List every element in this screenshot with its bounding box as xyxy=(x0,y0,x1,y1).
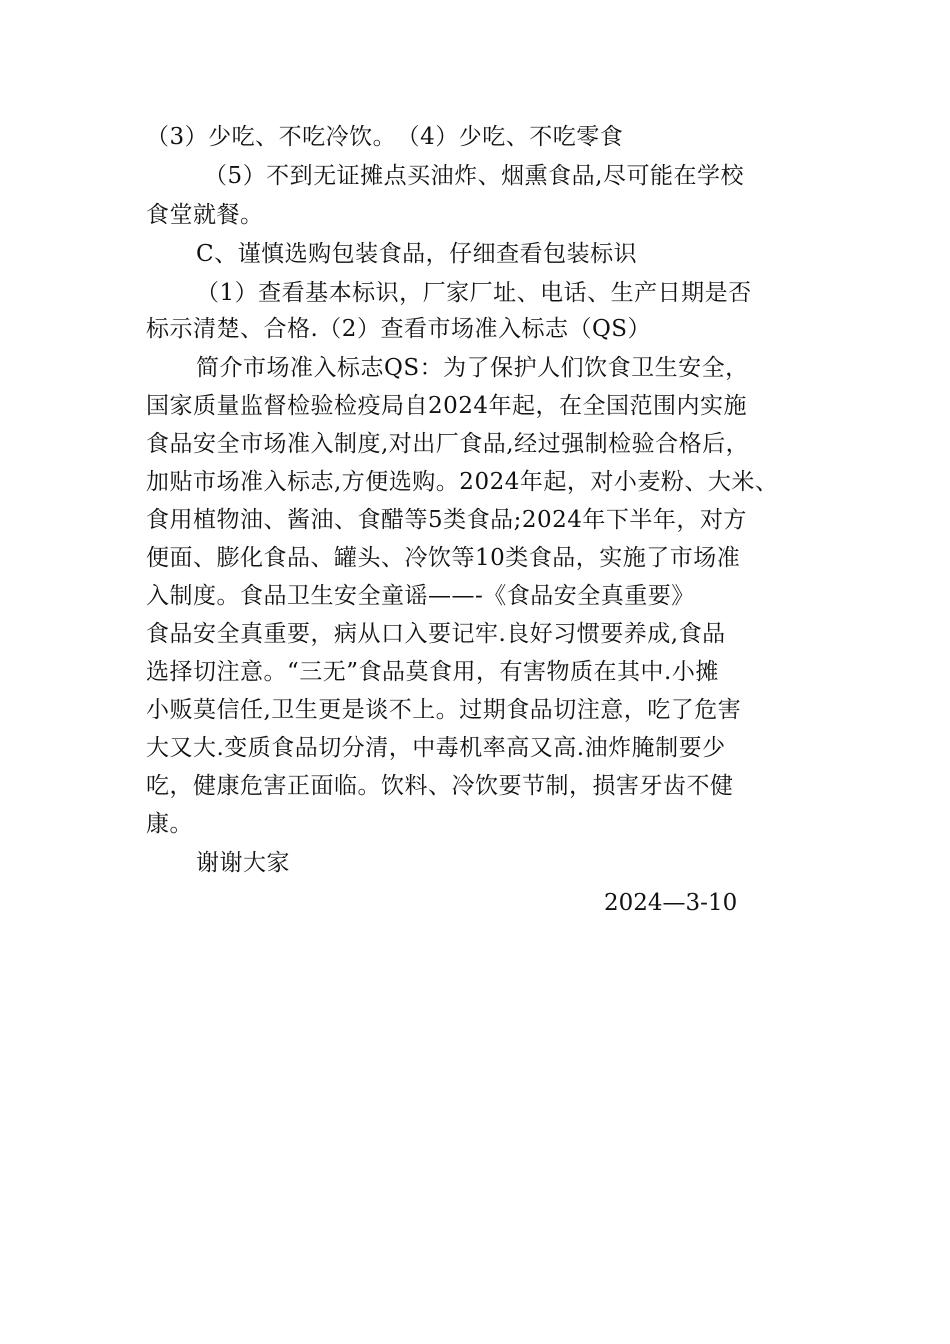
text-line-17: 大又大.变质食品切分清，中毒机率高又高.油炸腌制要少 xyxy=(146,735,726,761)
text-line-12: 便面、膨化食品、罐头、冷饮等10类食品，实施了市场准 xyxy=(146,545,741,571)
document-date: 2024—3-10 xyxy=(604,890,738,916)
text-line-16: 小贩莫信任,卫生更是谈不上。过期食品切注意，吃了危害 xyxy=(146,697,742,723)
text-line-15: 选择切注意。“三无”食品莫食用，有害物质在其中.小摊 xyxy=(146,659,719,685)
text-line-9: 食品安全市场准入制度,对出厂食品,经过强制检验合格后， xyxy=(146,431,750,457)
closing-thanks: 谢谢大家 xyxy=(196,850,290,876)
text-line-19: 康。 xyxy=(146,811,193,837)
text-line-5: （1）查看基本标识，厂家厂址、电话、生产日期是否 xyxy=(196,280,752,306)
text-line-18: 吃，健康危害正面临。饮料、冷饮要节制，损害牙齿不健 xyxy=(146,773,734,799)
text-line-7: 简介市场准入标志QS：为了保护人们饮食卫生安全， xyxy=(196,355,749,381)
text-line-11: 食用植物油、酱油、食醋等5类食品;2024年下半年，对方 xyxy=(146,507,747,533)
text-line-14: 食品安全真重要，病从口入要记牢.良好习惯要养成,食品 xyxy=(146,621,726,647)
text-line-6: 标示清楚、合格.（2）查看市场准入标志（QS） xyxy=(146,316,652,342)
text-line-1: （3）少吃、不吃冷饮。 （4）少吃、不吃零食 xyxy=(146,124,624,150)
text-line-3: 食堂就餐。 xyxy=(146,202,264,228)
text-line-2: （5）不到无证摊点买油炸、烟熏食品,尽可能在学校 xyxy=(204,163,744,189)
text-line-13: 入制度。食品卫生安全童谣——-《食品安全真重要》 xyxy=(146,583,695,609)
text-line-10: 加贴市场准入标志,方便选购。2024年起，对小麦粉、大米、 xyxy=(146,469,779,495)
text-line-8: 国家质量监督检验检疫局自2024年起，在全国范围内实施 xyxy=(146,393,748,419)
text-line-4: C、谨慎选购包装食品，仔细查看包装标识 xyxy=(196,241,638,267)
